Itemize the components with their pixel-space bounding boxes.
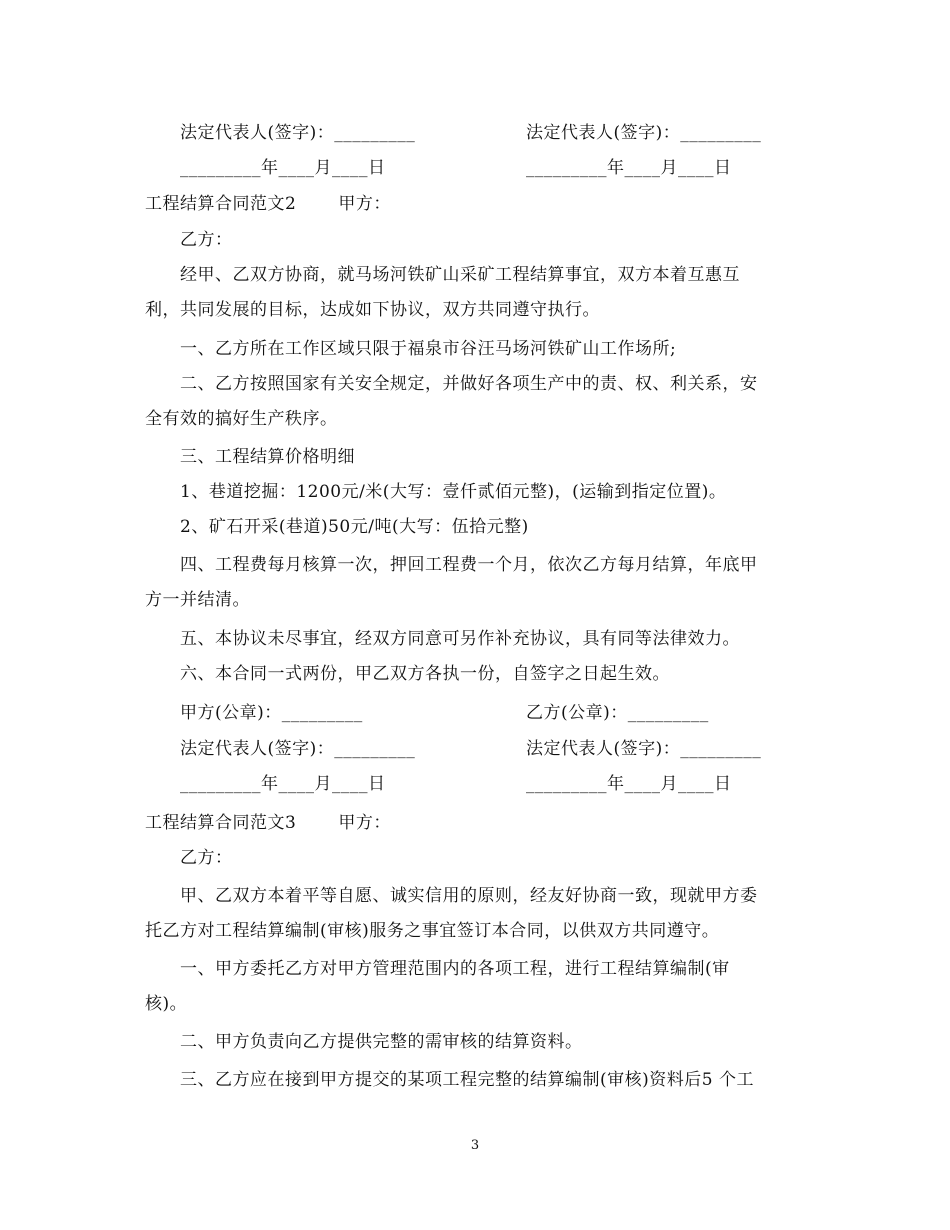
page-number: 3 [470,1138,480,1153]
contract-3-item-1-line-2: 核)。 [145,994,188,1014]
contract-3-party-a: 甲方： [338,813,391,833]
contract-2-legal-rep-left: 法定代表人(签字)：_________ [180,739,416,759]
contract-2-title: 工程结算合同范文2 [145,194,297,214]
contract-2-date-left: _________年____月____日 [180,774,386,794]
contract-3-item-1-line-1: 一、甲方委托乙方对甲方管理范围内的各项工程，进行工程结算编制(审 [180,959,730,979]
contract-2-date-right: _________年____月____日 [526,774,732,794]
contract-2-item-1: 一、乙方所在工作区域只限于福泉市谷汪马场河铁矿山工作场所; [180,339,677,359]
contract-2-heading [145,193,391,215]
contract-2-item-6: 六、本合同一式两份，甲乙双方各执一份，自签字之日起生效。 [180,664,670,684]
contract-3-title: 工程结算合同范文3 [145,813,297,833]
date-line-left: _________年____月____日 [180,158,386,178]
contract-2-legal-rep-right: 法定代表人(签字)：_________ [526,739,762,759]
legal-rep-signature-left: 法定代表人(签字)：_________ [180,123,416,143]
contract-2-item-3: 三、工程结算价格明细 [180,447,355,467]
contract-2-item-2-line-1: 二、乙方按照国家有关安全规定，并做好各项生产中的责、权、利关系，安 [180,374,758,394]
contract-2-party-a: 甲方： [338,194,391,214]
contract-2-item-5: 五、本协议未尽事宜，经双方同意可另作补充协议，具有同等法律效力。 [180,629,740,649]
party-a-seal: 甲方(公章)：_________ [180,703,363,723]
contract-2-party-b: 乙方： [180,230,233,250]
contract-2-intro-line-2: 利，共同发展的目标，达成如下协议，双方共同遵守执行。 [145,300,600,320]
contract-2-item-4-line-2: 方一并结清。 [145,590,250,610]
legal-rep-signature-right: 法定代表人(签字)：_________ [526,123,762,143]
contract-2-price-1: 1、巷道挖掘：1200元/米(大写：壹仟贰佰元整)，(运输到指定位置)。 [180,482,727,502]
contract-3-intro-line-1: 甲、乙双方本着平等自愿、诚实信用的原则，经友好协商一致，现就甲方委 [180,886,758,906]
contract-2-item-2-line-2: 全有效的搞好生产秩序。 [145,409,338,429]
date-line-right: _________年____月____日 [526,158,732,178]
contract-3-heading [145,812,391,834]
contract-3-intro-line-2: 托乙方对工程结算编制(审核)服务之事宜签订本合同，以供双方共同遵守。 [145,921,720,941]
party-b-seal: 乙方(公章)：_________ [526,703,709,723]
contract-3-item-3: 三、乙方应在接到甲方提交的某项工程完整的结算编制(审核)资料后5 个工 [180,1070,754,1090]
contract-2-item-4-line-1: 四、工程费每月核算一次，押回工程费一个月，依次乙方每月结算，年底甲 [180,555,758,575]
contract-2-price-2: 2、矿石开采(巷道)50元/吨(大写：伍拾元整) [180,517,529,537]
contract-3-item-2: 二、甲方负责向乙方提供完整的需审核的结算资料。 [180,1032,583,1052]
contract-2-intro-line-1: 经甲、乙双方协商，就马场河铁矿山采矿工程结算事宜，双方本着互惠互 [180,265,740,285]
contract-3-party-b: 乙方： [180,848,233,868]
